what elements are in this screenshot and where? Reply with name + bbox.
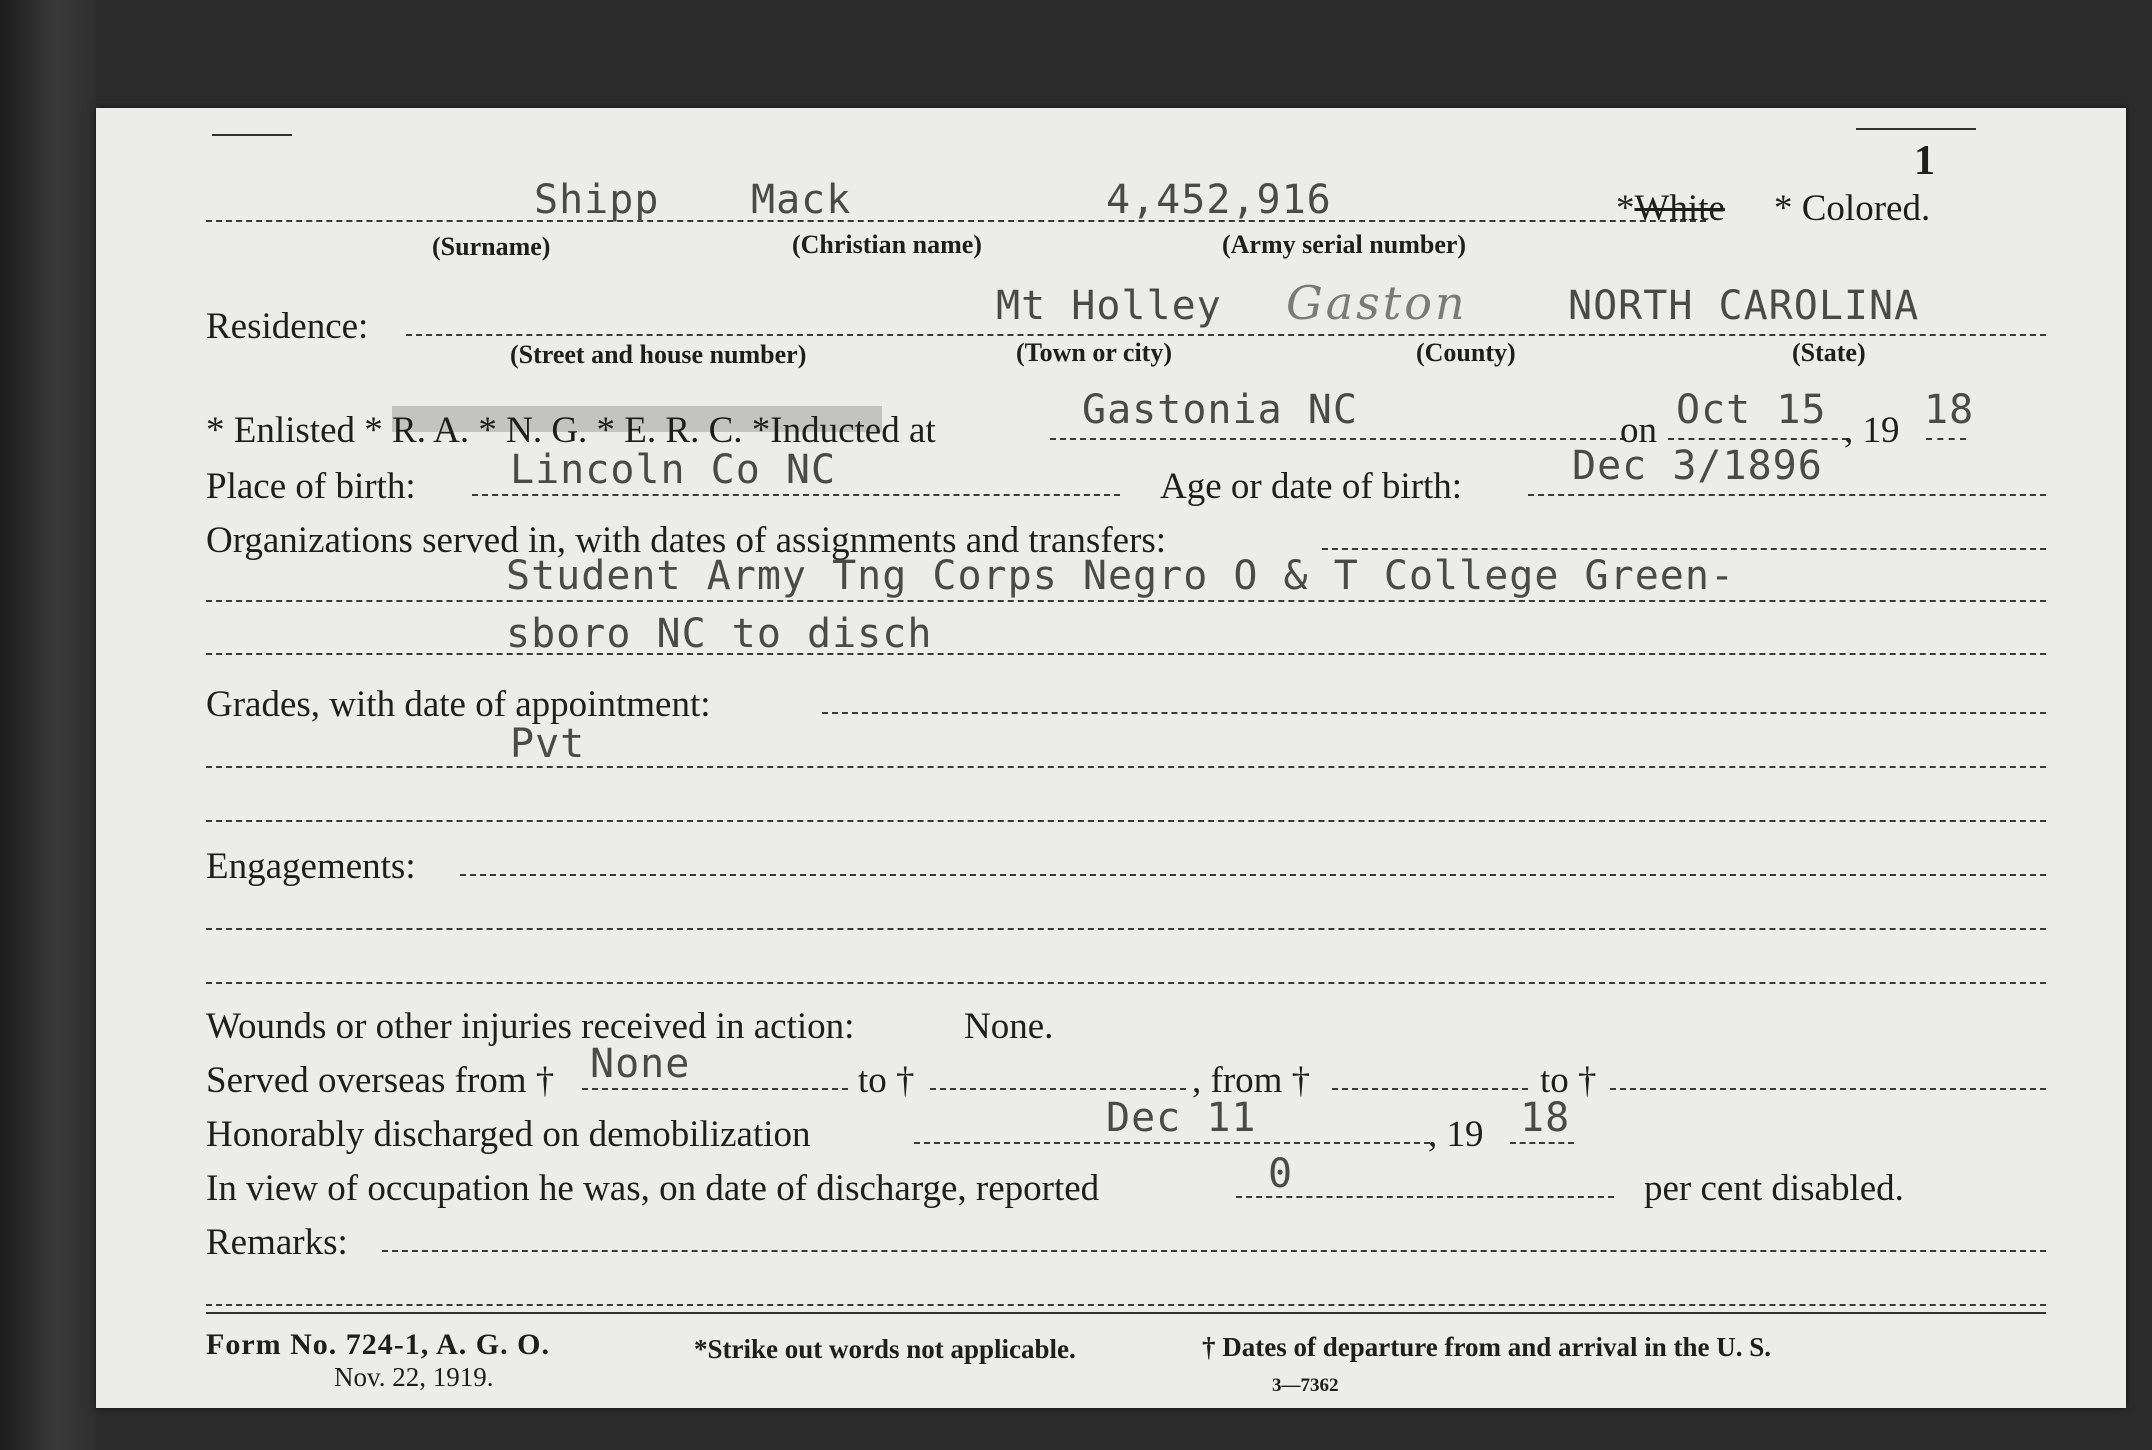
- engagements-line-2: [206, 982, 2046, 984]
- print-code: 3—7362: [1272, 1375, 1339, 1396]
- residence-label: Residence:: [206, 306, 369, 347]
- remarks-line-1: [206, 1304, 2046, 1306]
- inducted-year-line: [1926, 438, 1966, 440]
- discharge-date-line: [914, 1142, 1430, 1144]
- engagements-line-0: [460, 874, 2046, 876]
- residence-line: [406, 334, 2046, 336]
- name-line: [206, 220, 1706, 222]
- grades-line-0: [822, 712, 2046, 714]
- organizations-line-2: [206, 653, 2046, 655]
- caption-serial: (Army serial number): [1222, 230, 1467, 259]
- overseas-from-value: None: [590, 1041, 691, 1087]
- occupation-label: In view of occupation he was, on date of discharge, reported: [206, 1168, 1100, 1209]
- state-value: NORTH CAROLINA: [1568, 283, 1920, 329]
- overseas-to-label-1: to †: [858, 1060, 915, 1101]
- county-value: Gaston: [1286, 276, 1468, 330]
- organization-value-2: sboro NC to disch: [506, 611, 933, 657]
- grade-value: Pvt: [510, 721, 586, 767]
- race-white: [1616, 190, 1725, 227]
- race-white-label: White: [1634, 188, 1725, 229]
- overseas-to-line-2: [1610, 1088, 2046, 1090]
- top-left-rule: [212, 134, 292, 136]
- overseas-to-line-1: [930, 1088, 1186, 1090]
- organizations-line-1: [206, 600, 2046, 602]
- per-cent-disabled-label: per cent disabled.: [1644, 1168, 1904, 1209]
- discharge-date-value: Dec 11: [1106, 1095, 1257, 1141]
- caption-county: (County): [1416, 338, 1516, 367]
- serial-number-value: 4,452,916: [1106, 177, 1332, 223]
- year-prefix-1: , 19: [1844, 410, 1900, 451]
- remarks-line-0: [382, 1250, 2046, 1252]
- christian-name-value: Mack: [751, 177, 852, 223]
- remarks-label: Remarks:: [206, 1222, 348, 1263]
- card-number: 1: [1914, 138, 1935, 184]
- engagements-label: Engagements:: [206, 846, 416, 887]
- place-of-birth-line: [472, 494, 1120, 496]
- footer-rule: [206, 1312, 2046, 1314]
- organization-value-1: Student Army Tng Corps Negro O & T College Green-: [506, 553, 1736, 599]
- place-of-birth-value: Lincoln Co NC: [510, 447, 837, 493]
- grades-line-1: [206, 766, 2046, 768]
- inducted-year-value: 18: [1924, 387, 1975, 433]
- on-label: on: [1620, 410, 1657, 451]
- overseas-from-label-2: , from †: [1192, 1060, 1311, 1101]
- wounds-value: None.: [964, 1006, 1054, 1047]
- caption-street: (Street and house number): [510, 340, 807, 369]
- grades-line-2: [206, 820, 2046, 822]
- disabled-percent-value: 0: [1268, 1151, 1294, 1197]
- age-label: Age or date of birth:: [1160, 466, 1463, 507]
- overseas-from-line-2: [1332, 1088, 1528, 1090]
- enlisted-label: * Enlisted * R. A. * N. G. * E. R. C. *Inducted at: [206, 410, 936, 451]
- caption-surname: (Surname): [432, 232, 551, 261]
- surname-value: Shipp: [534, 177, 660, 223]
- inducted-date-line: [1668, 438, 1848, 440]
- race-white-star: *: [1616, 188, 1635, 229]
- inducted-at-value: Gastonia NC: [1082, 387, 1358, 433]
- wounds-label: Wounds or other injuries received in action:: [206, 1006, 855, 1047]
- race-colored: * Colored.: [1774, 188, 1931, 229]
- overseas-to-label-2: to †: [1540, 1060, 1597, 1101]
- grades-label: Grades, with date of appointment:: [206, 684, 711, 725]
- organizations-line-0: [1322, 548, 2046, 550]
- town-value: Mt Holley: [996, 283, 1222, 329]
- form-date: Nov. 22, 1919.: [334, 1362, 494, 1392]
- inducted-date-value: Oct 15: [1676, 387, 1827, 433]
- service-record-card: [96, 108, 2126, 1408]
- discharge-year-line: [1510, 1142, 1574, 1144]
- year-prefix-2: , 19: [1428, 1114, 1484, 1155]
- inducted-line: [1050, 438, 1626, 440]
- scan-background: [0, 0, 96, 1450]
- organizations-label: Organizations served in, with dates of assignments and transfers:: [206, 520, 1167, 561]
- place-of-birth-label: Place of birth:: [206, 466, 416, 507]
- strike-out-note: *Strike out words not applicable.: [694, 1334, 1076, 1364]
- caption-state: (State): [1792, 338, 1866, 367]
- age-line: [1528, 494, 2046, 496]
- honorably-discharged-label: Honorably discharged on demobilization: [206, 1114, 811, 1155]
- overseas-from-line: [582, 1088, 848, 1090]
- dates-note: † Dates of departure from and arrival in the U. S.: [1202, 1332, 1771, 1362]
- discharge-year-value: 18: [1520, 1095, 1571, 1141]
- engagements-line-1: [206, 928, 2046, 930]
- caption-town: (Town or city): [1016, 338, 1172, 367]
- served-overseas-label: Served overseas from †: [206, 1060, 555, 1101]
- date-of-birth-value: Dec 3/1896: [1572, 443, 1823, 489]
- top-right-rule: [1856, 128, 1976, 130]
- caption-christian: (Christian name): [792, 230, 982, 259]
- form-number: Form No. 724-1, A. G. O.: [206, 1328, 550, 1361]
